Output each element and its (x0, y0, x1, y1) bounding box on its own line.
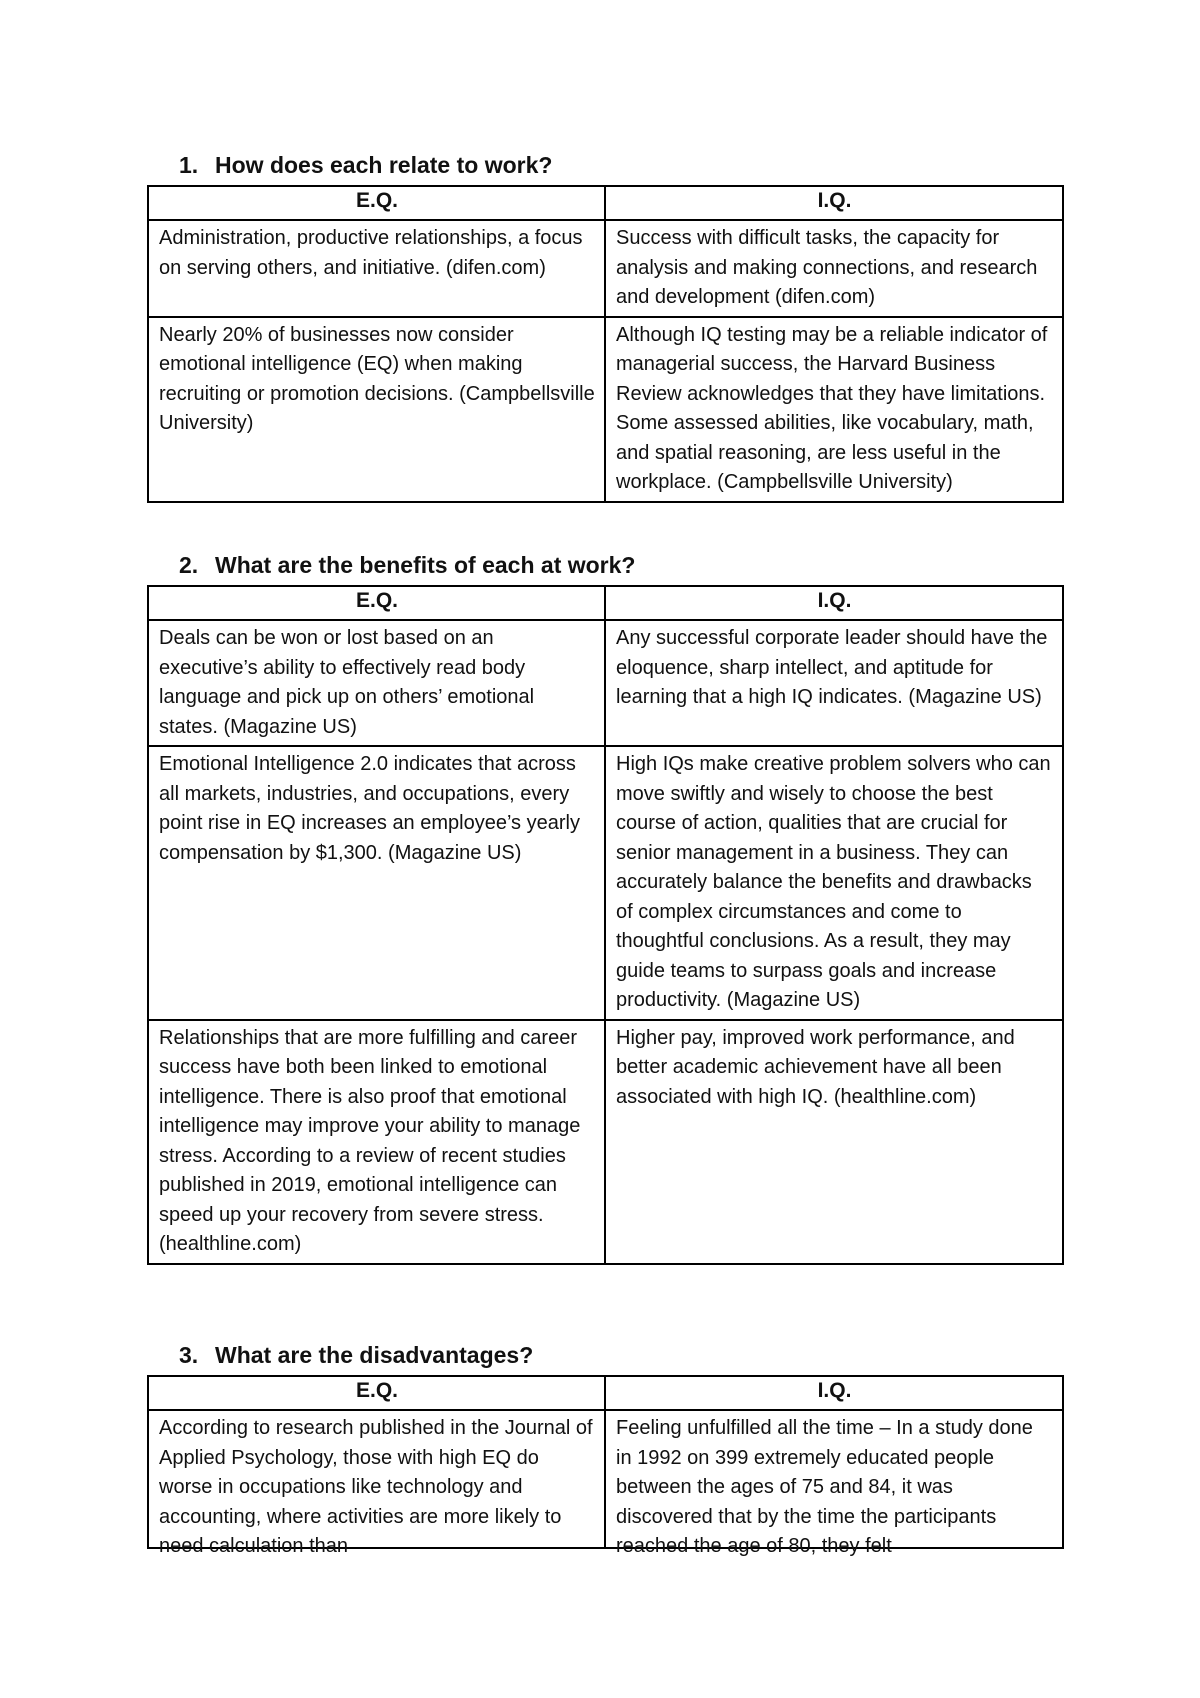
iq-cell: High IQs make creative problem solvers who can move swiftly and wisely to choose the best course of action, qualities that are crucial for senior management in a business. They can accurately balance the benefits and drawbacks of complex circumstances and come to thoughtful conclusions. As a result, they may guide teams to surpass goals and increase productivity. (Magazine US) (605, 746, 1063, 1020)
section-2-number: 2. (179, 552, 199, 578)
iq-column-header: I.Q. (605, 1376, 1063, 1410)
section-1-number: 1. (179, 152, 199, 178)
section-2-table (147, 585, 1064, 1265)
table-row (148, 1410, 1063, 1548)
section-2-heading (147, 545, 1062, 585)
table-header-row (148, 1376, 1063, 1410)
iq-cell-text: Feeling unfulfilled all the time – In a study done in 1992 on 399 extremely educated people between the ages of 75 and 84, it was discovered that by the time the participants reached the age of 80, they felt (616, 1417, 1033, 1557)
eq-cell: Deals can be won or lost based on an executive’s ability to effectively read body language and pick up on others’ emotional states. (Magazine US) (148, 620, 605, 746)
iq-cell: Any successful corporate leader should have the eloquence, sharp intellect, and aptitude for learning that a high IQ indicates. (Magazine US) (605, 620, 1063, 746)
section-3-table (147, 1375, 1064, 1557)
table-header-row (148, 586, 1063, 620)
eq-cell-text: According to research published in the Journal of Applied Psychology, those with high EQ do worse in occupations like technology and accounting, where activities are more likely to need calculation than (159, 1417, 593, 1557)
eq-cell: Relationships that are more fulfilling and career success have both been linked to emotional intelligence. There is also proof that emotional intelligence may improve your ability to manage stress. According to a review of recent studies published in 2019, emotional intelligence can speed up your recovery from severe stress. (healthline.com) (148, 1020, 605, 1264)
iq-cell (605, 1410, 1063, 1557)
eq-column-header: E.Q. (148, 186, 605, 220)
section-1-question: How does each relate to work? (215, 152, 553, 178)
table-row (148, 1020, 1063, 1264)
section-1-heading (147, 145, 1062, 185)
section-1 (147, 145, 1062, 503)
section-2 (147, 545, 1062, 1265)
section-3 (147, 1335, 1062, 1557)
eq-column-header: E.Q. (148, 1376, 605, 1410)
section-2-question: What are the benefits of each at work? (215, 552, 636, 578)
eq-cell (148, 1410, 605, 1557)
section-1-table (147, 185, 1064, 503)
section-3-question: What are the disadvantages? (215, 1342, 534, 1368)
table-header-row (148, 186, 1063, 220)
iq-column-header: I.Q. (605, 186, 1063, 220)
iq-cell: Higher pay, improved work performance, and better academic achievement have all been associated with high IQ. (healthline.com) (605, 1020, 1063, 1264)
eq-cell: Administration, productive relationships, a focus on serving others, and initiative. (difen.com) (148, 220, 605, 317)
eq-cell: Emotional Intelligence 2.0 indicates that across all markets, industries, and occupations, every point rise in EQ increases an employee’s yearly compensation by $1,300. (Magazine US) (148, 746, 605, 1020)
iq-column-header: I.Q. (605, 586, 1063, 620)
table-row (148, 220, 1063, 317)
eq-column-header: E.Q. (148, 586, 605, 620)
table-row (148, 317, 1063, 502)
section-3-heading (147, 1335, 1062, 1375)
eq-cell: Nearly 20% of businesses now consider emotional intelligence (EQ) when making recruiting or promotion decisions. (Campbellsville University) (148, 317, 605, 502)
iq-cell: Success with difficult tasks, the capacity for analysis and making connections, and research and development (difen.com) (605, 220, 1063, 317)
iq-cell: Although IQ testing may be a reliable indicator of managerial success, the Harvard Business Review acknowledges that they have limitations. Some assessed abilities, like vocabulary, math, and spatial reasoning, are less useful in the workplace. (Campbellsville University) (605, 317, 1063, 502)
table-row (148, 746, 1063, 1020)
table-row (148, 620, 1063, 746)
section-3-number: 3. (179, 1342, 199, 1368)
